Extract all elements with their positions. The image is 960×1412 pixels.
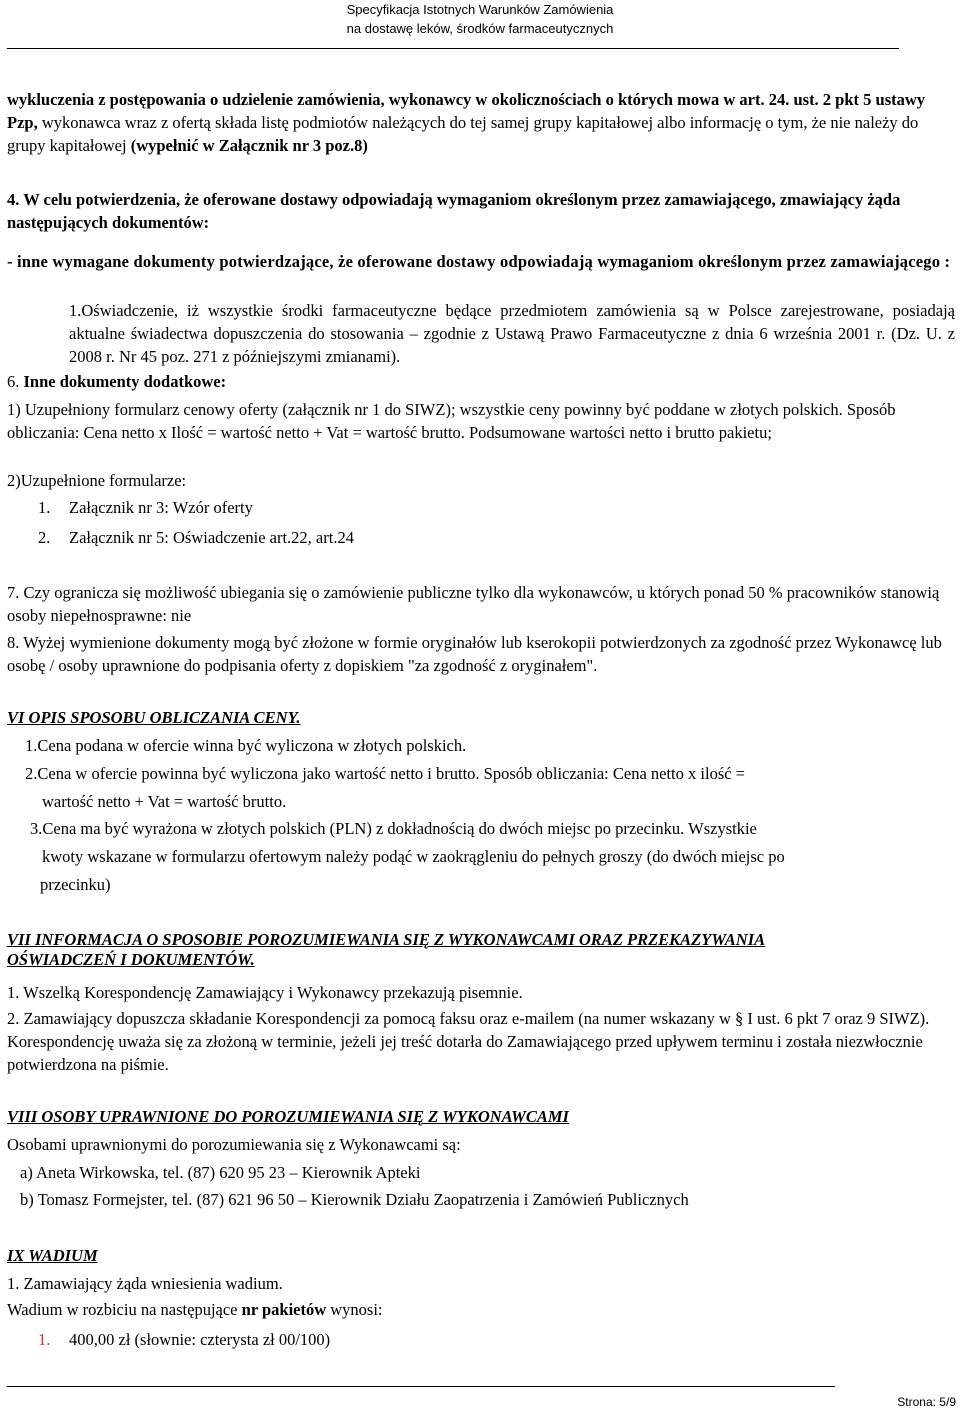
point7-paragraph: 7. Czy ogranicza się możliwość ubiegania się o zamówienie publiczne tylko dla wykonawców, u których ponad 50 % pracowników stanowią osoby niepełnosprawne: nie bbox=[7, 583, 940, 625]
section5-normal: wykonawca wraz z ofertą składa listę podmiotów należących do tej samej grupy kapitałowej albo informację o tym, że nie należy do grupy kapitałowej bbox=[7, 113, 919, 155]
section7-title-line1: VII INFORMACJA O SPOSOBIE POROZUMIEWANIA SIĘ Z WYKONAWCAMI ORAZ PRZEKAZYWANIA bbox=[7, 930, 766, 949]
section6-title: VI OPIS SPOSOBU OBLICZANIA CENY. bbox=[7, 708, 301, 727]
section9-item2 bbox=[7, 1300, 383, 1320]
section9-list-item: 400,00 zł (słownie: czterysta zł 00/100) bbox=[69, 1330, 331, 1349]
section9-list-number: 1. bbox=[38, 1330, 51, 1349]
section9-title: IX WADIUM bbox=[7, 1246, 98, 1265]
point6-list-item-1: Załącznik nr 3: Wzór oferty bbox=[69, 498, 253, 517]
point6-heading bbox=[7, 370, 955, 393]
point6-list-number-1: 1. bbox=[38, 498, 51, 517]
section8-person-a: a) Aneta Wirkowska, tel. (87) 620 95 23 – Kierownik Apteki bbox=[20, 1163, 421, 1182]
point6-title: Inne dokumenty dodatkowe: bbox=[23, 372, 227, 391]
section6-item2-line2: wartość netto + Vat = wartość brutto. bbox=[42, 792, 287, 811]
other-docs-item1: 1.Oświadczenie, iż wszystkie środki farmaceutyczne będące przedmiotem zamówienia są w Polsce zarejestrowane, posiadają aktualne świadectwa dopuszczenia do stosowania – zgodnie z Ustawą Prawo Farmaceutyczne z dnia 6 września 2001 r. (Dz. U. z 2008 r. Nr 45 poz. 271 z późniejszymi zmianami). bbox=[69, 301, 955, 366]
section7-title-line2: OŚWIADCZEŃ I DOKUMENTÓW. bbox=[7, 950, 255, 969]
section9-item2-bold: nr pakietów bbox=[241, 1300, 327, 1319]
point6-number: 6. bbox=[7, 372, 24, 391]
section8-title: VIII OSOBY UPRAWNIONE DO POROZUMIEWANIA SIĘ Z WYKONAWCAMI bbox=[7, 1107, 569, 1126]
point8-paragraph: 8. Wyżej wymienione dokumenty mogą być złożone w formie oryginałów lub kserokopii potwierdzonych za zgodność przez Wykonawcę lub osobę / osoby uprawnione do podpisania oferty z dopiskiem "za zgodność z oryginałem". bbox=[7, 633, 942, 675]
header-rule bbox=[7, 48, 899, 49]
section5-bold-b: (wypełnić w Załącznik nr 3 poz.8) bbox=[126, 136, 368, 155]
point6-item1: 1) Uzupełniony formularz cenowy oferty (załącznik nr 1 do SIWZ); wszystkie ceny powinny być poddane w złotych polskich. Sposób obliczania: Cena netto x Ilość = wartość netto + Vat = wartość brutto. Podsumowane wartości netto i brutto pakietu; bbox=[7, 400, 896, 442]
header-title: Specyfikacja Istotnych Warunków Zamówienia bbox=[346, 2, 614, 17]
section6-item3-line2: kwoty wskazane w formularzu ofertowym należy podąć w zaokrągleniu do pełnych groszy (do dwóch miejsc po bbox=[42, 847, 785, 866]
page-number: Strona: 5/9 bbox=[897, 1395, 956, 1409]
section9-item2-post: wynosi: bbox=[326, 1300, 383, 1319]
section6-item3-line1: 3.Cena ma być wyrażona w złotych polskich (PLN) z dokładnością do dwóch miejsc po przecinku. Wszystkie bbox=[30, 819, 757, 838]
section5-bold-a: wykluczenia z postępowania o udzielenie zamówienia, wykonawcy w okolicznościach o których mowa w art. 24. ust. 2 pkt 5 ustawy Pzp, bbox=[7, 90, 926, 132]
section7-item1: 1. Wszelką Korespondencję Zamawiający i Wykonawcy przekazują pisemnie. bbox=[7, 983, 523, 1002]
section9-item2-pre: Wadium w rozbiciu na następujące bbox=[7, 1300, 242, 1319]
section6-item2-line1: 2.Cena w ofercie powinna być wyliczona jako wartość netto i brutto. Sposób obliczania: Cena netto x ilość = bbox=[25, 764, 745, 783]
point6-list-number-2: 2. bbox=[38, 528, 51, 547]
point6-item2: 2)Uzupełnione formularze: bbox=[7, 471, 187, 490]
section8-person-b: b) Tomasz Formejster, tel. (87) 621 96 50 – Kierownik Działu Zaopatrzenia i Zamówień Publicznych bbox=[20, 1190, 689, 1209]
section7-item2: 2. Zamawiający dopuszcza składanie Korespondencji za pomocą faksu oraz e-mailem (na numer wskazany w § I ust. 6 pkt 7 oraz 9 SIWZ). Korespondencję uważa się za złożoną w terminie, jeżeli jej treść dotarła do Zamawiającego przed upływem terminu i została niezwłocznie potwierdzona na piśmie. bbox=[7, 1009, 930, 1074]
point6-list-item-2: Załącznik nr 5: Oświadczenie art.22, art.24 bbox=[69, 528, 354, 547]
section9-item1: 1. Zamawiający żąda wniesienia wadium. bbox=[7, 1274, 283, 1293]
footer-rule bbox=[7, 1386, 835, 1387]
header-subtitle: na dostawę leków, środków farmaceutycznych bbox=[346, 21, 614, 36]
section8-intro: Osobami uprawnionymi do porozumiewania się z Wykonawcami są: bbox=[7, 1135, 461, 1154]
section5-paragraph bbox=[7, 88, 955, 157]
other-docs-paragraph: - inne wymagane dokumenty potwierdzające, że oferowane dostawy odpowiadają wymaganiom określonym przez zamawiającego : bbox=[7, 252, 951, 271]
section6-item1: 1.Cena podana w ofercie winna być wyliczona w złotych polskich. bbox=[25, 736, 467, 755]
section6-item3-line3: przecinku) bbox=[40, 875, 111, 894]
point4-paragraph: 4. W celu potwierdzenia, że oferowane dostawy odpowiadają wymaganiom określonym przez zamawiającego, zmawiający żąda następujących dokumentów: bbox=[7, 190, 901, 232]
